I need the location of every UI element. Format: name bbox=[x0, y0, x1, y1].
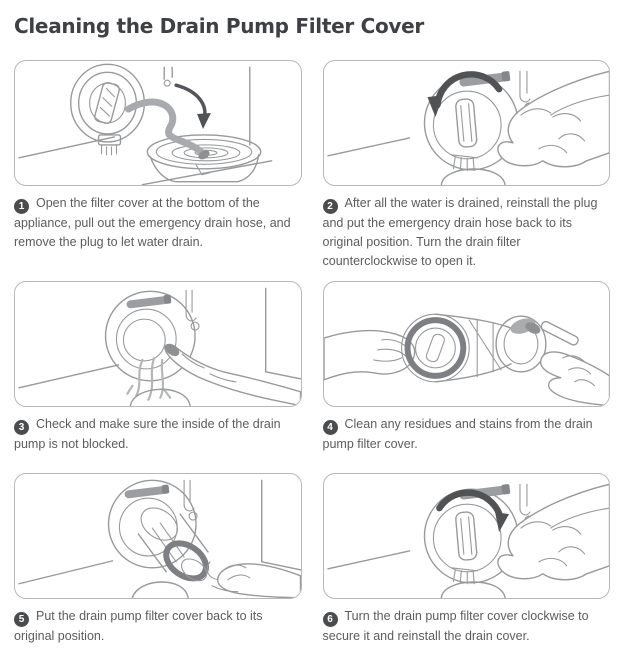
step-4-illustration bbox=[324, 282, 610, 406]
cleaning-brush bbox=[523, 320, 579, 346]
step-3-number-badge: 3 bbox=[14, 420, 29, 435]
emergency-drain-hose bbox=[128, 102, 211, 161]
step-5-text: Put the drain pump filter cover back to its original position. bbox=[14, 609, 263, 643]
step-5-caption bbox=[14, 607, 302, 646]
step-5 bbox=[14, 473, 302, 646]
drain-cover-bump bbox=[441, 169, 505, 185]
step-2-illustration bbox=[324, 61, 610, 185]
step-6-figure bbox=[323, 473, 611, 599]
step-2 bbox=[323, 60, 611, 281]
step-3-figure bbox=[14, 281, 302, 407]
step-2-text: After all the water is drained, reinstall the plug and put the emergency drain hose back to its original position. Turn the drain filter counterclockwise to open it. bbox=[322, 196, 598, 268]
step-2-caption bbox=[323, 194, 611, 281]
drain-cover-bump bbox=[441, 582, 505, 598]
step-3-caption bbox=[14, 415, 302, 473]
left-hand bbox=[324, 331, 415, 380]
water-bowl bbox=[142, 135, 271, 185]
step-1-caption bbox=[14, 194, 302, 281]
floor-line bbox=[327, 138, 409, 156]
step-6-number-badge: 6 bbox=[323, 612, 338, 627]
manual-page bbox=[0, 14, 624, 646]
step-1-number-badge: 1 bbox=[14, 199, 29, 214]
step-4 bbox=[323, 281, 611, 473]
step-6-caption bbox=[323, 607, 611, 646]
step-4-number-badge: 4 bbox=[323, 420, 338, 435]
step-5-illustration bbox=[15, 474, 301, 598]
filter-cover bbox=[401, 314, 545, 382]
steps-grid bbox=[14, 60, 610, 646]
step-1-illustration bbox=[15, 61, 301, 185]
step-4-caption bbox=[323, 415, 611, 473]
step-5-number-badge: 5 bbox=[14, 612, 29, 627]
page-title: Cleaning the Drain Pump Filter Cover bbox=[14, 14, 424, 38]
hand-and-arm bbox=[497, 484, 609, 579]
step-3-illustration bbox=[15, 282, 301, 406]
step-2-number-badge: 2 bbox=[323, 199, 338, 214]
step-1-figure bbox=[14, 60, 302, 186]
step-6-text: Turn the drain pump filter cover clockwise to secure it and reinstall the drain cover. bbox=[322, 609, 589, 643]
step-6 bbox=[323, 473, 611, 646]
step-2-figure bbox=[323, 60, 611, 186]
step-1-text: Open the filter cover at the bottom of the appliance, pull out the emergency drain hose, and remove the plug to let water drain. bbox=[14, 196, 291, 249]
drain-cover-bump bbox=[132, 582, 188, 598]
step-4-text: Clean any residues and stains from the drain pump filter cover. bbox=[322, 417, 593, 451]
step-4-figure bbox=[323, 281, 611, 407]
step-5-figure bbox=[14, 473, 302, 599]
step-3-text: Check and make sure the inside of the drain pump is not blocked. bbox=[14, 417, 281, 451]
curved-arrow-down-icon bbox=[176, 85, 211, 129]
hand-and-arm bbox=[497, 71, 609, 166]
right-hand bbox=[540, 352, 609, 406]
floor-line bbox=[327, 551, 409, 569]
step-3 bbox=[14, 281, 302, 473]
step-6-illustration bbox=[324, 474, 610, 598]
step-1 bbox=[14, 60, 302, 281]
